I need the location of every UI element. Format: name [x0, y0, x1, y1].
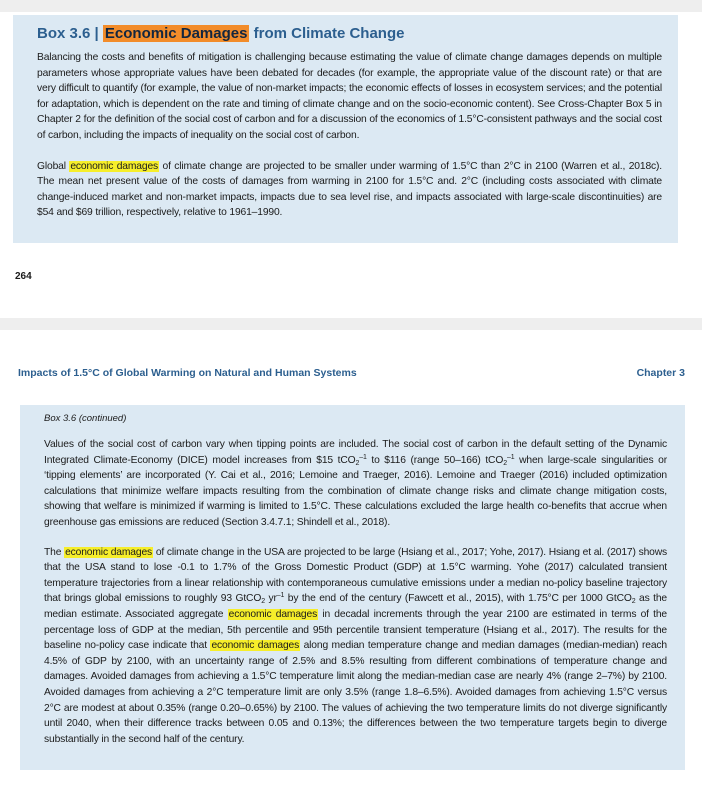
box-3-6-panel	[13, 15, 678, 243]
box2-paragraph-1: Values of the social cost of carbon vary when tipping points are included. The social cost of carbon in the default setting of the Dynamic Integrated Climate-Economy (DICE) model increases from $15 tCO$_2^{-1}$ to $116 (range 50–166) tCO$_2^{-1}$ when large-scale singularities or ‘tipping elements’ are incorporated (Y. Cai et al., 2016; Lemoine and Traeger, 2016). Lemoine and Traeger (2016) included optimization calculations that minimize welfare impacts resulting from the combination of climate change risks and climate change mitigation costs, showing that welfare is minimized if warming is limited to 1.5°C. These calculations excluded the large health co-benefits that accrue when greenhouse gas emissions are reduced (Section 3.4.7.1; Shindell et al., 2018).	[44, 439, 667, 528]
box1-paragraph-1: Balancing the costs and benefits of mitigation is challenging because estimating the value of climate change damages depends on multiple parameters whose appropriate values have been debated for decades (for example, the appropriate value of the discount rate) or that are very difficult to quantify (for example, the value of non-market impacts; the economic effects of losses in ecosystem services; and the potential for adaptation, which is dependent on the rate and timing of climate change and on the socio-economic content). See Cross-Chapter Box 5 in Chapter 2 for the definition of the social cost of carbon and for a discussion of the economics of 1.5°C-consistent pathways and the social cost of carbon, including the impacts of inequality on the social cost of carbon.	[37, 52, 662, 141]
box-continued-label: Box 3.6 (continued)	[44, 413, 127, 424]
highlight-economic-damages: economic damages	[211, 640, 300, 652]
running-header-chapter: Chapter 3	[636, 367, 685, 379]
highlight-economic-damages: economic damages	[228, 608, 318, 620]
box-title	[37, 25, 662, 43]
highlight-economic-damages: economic damages	[70, 160, 159, 172]
box-title-suffix: from Climate Change	[249, 25, 405, 42]
box-title-prefix: Box 3.6 |	[37, 25, 103, 42]
page-top-band	[0, 0, 702, 12]
title-highlight: Economic Damages	[104, 25, 248, 42]
highlight-economic-damages: economic damages	[65, 546, 153, 558]
box-3-6-continued-panel	[20, 405, 685, 770]
box2-paragraph-2: The economic damages of climate change in the USA are projected to be large (Hsiang et al., 2017; Yohe, 2017). Hsiang et al. (2017) shows that the USA stand to lose -0.1 to 1.7% of the Gross Domestic Product (GDP) at 1.5°C warming. Yohe (2017) calculated transient temperature trajectories from a linear relationship with contemporaneous cumulative emissions under a median no-policy baseline trajectory that brings global emissions to roughly 93 GtCO$_2$ $yr^{-1}$ by the end of the century (Fawcett et al., 2015), with 1.75°C per 1000 GtCO$_2$ as the median estimate. Associated aggregate economic damages in decadal increments through the year 2100 are estimated in terms of the percentage loss of GDP at the median, 5th percentile and 95th percentile transient temperature (Hsiang et al., 2017). The results for the baseline no-policy case indicate that economic damages along median temperature change and median damages (median-median) reach 4.5% of GDP by 2100, with an uncertainty range of 2.5% and 8.5% resulting from different combinations of temperature change and damages. Avoided damages from achieving a 1.5°C temperature limit along the median-median case are nearly 4% (range 2–7%) by 2100. Avoided damages from achieving a 2°C temperature limit are only 3.5% (range 1.8–6.5%). Avoided damages from achieving 1.5°C versus 2°C are modest at about 0.35% (range 0.20–0.65%) by 2100. The values of achieving the two temperature limits do not diverge significantly until 2040, when their difference tracks between 0.05 and 0.13%; the differences between the two temperature targets begin to diverge substantially in the second half of the century.	[44, 546, 668, 745]
page-separator	[0, 318, 702, 330]
box1-paragraph-2: Global economic damages of climate change are projected to be smaller under warming of 1.5°C than 2°C in 2100 (Warren et al., 2018c). The mean net present value of the costs of damages from warming in 2100 for 1.5°C and. 2°C (including costs associated with climate change-induced market and non-market impacts, impacts due to sea level rise, and impacts associated with large-scale discontinuities) are $54 and $69 trillion, respectively, relative to 1961–1990.	[37, 160, 663, 219]
running-header-title: Impacts of 1.5°C of Global Warming on Natural and Human Systems	[18, 367, 357, 379]
page-number: 264	[15, 271, 32, 282]
